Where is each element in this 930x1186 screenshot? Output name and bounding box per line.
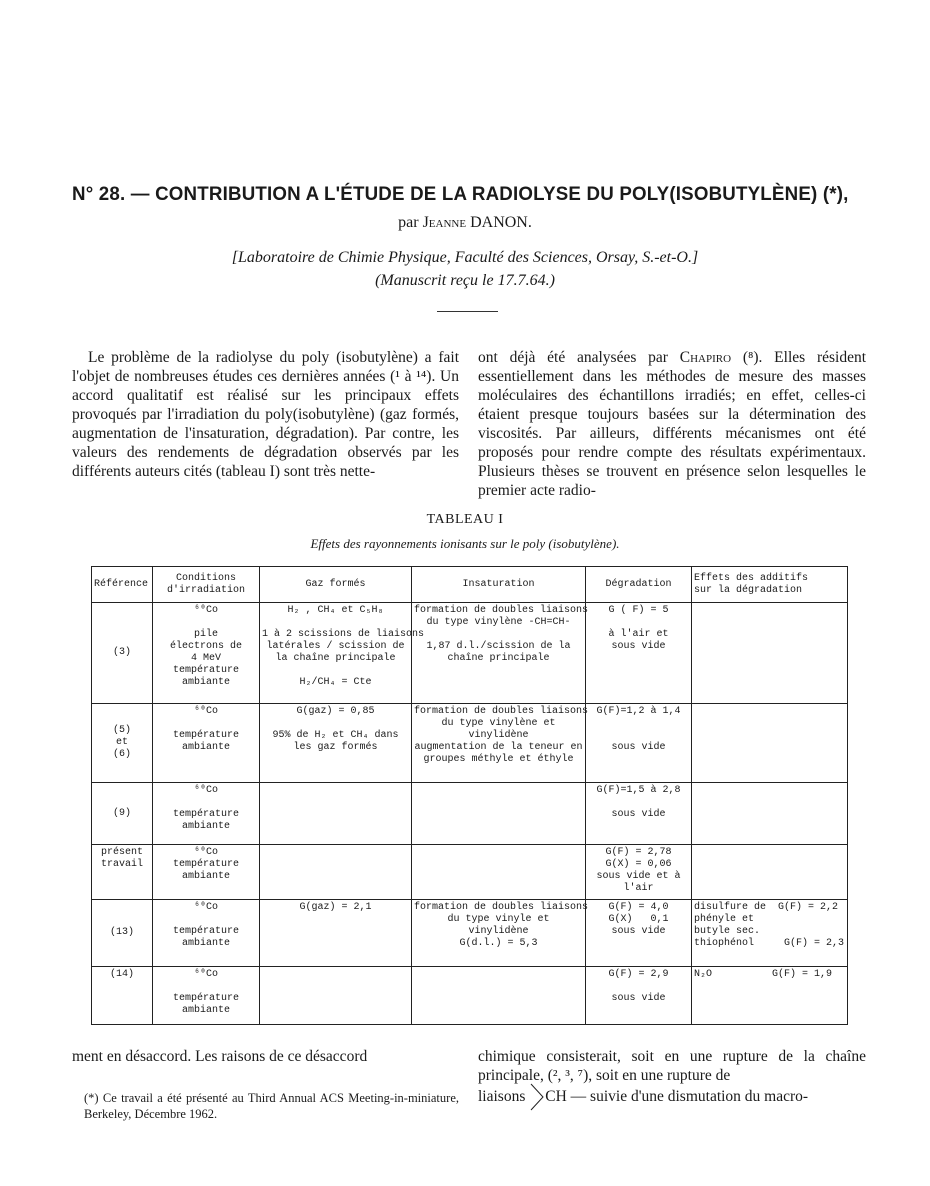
table-row: [92, 603, 848, 704]
cited-author: Chapiro: [679, 349, 732, 366]
header-unsaturation: Insaturation: [412, 567, 586, 603]
table-row: [92, 783, 848, 845]
footnote: [72, 1090, 459, 1122]
continuation-left-text: ment en désaccord. Les raisons de ce désaccord: [72, 1048, 368, 1065]
cell-additive-effects: [692, 704, 848, 783]
cell-gas: H₂ , CH₄ et C₅H₈ 1 à 2 scissions de liaisons latérales / scission de la chaîne principale H₂/CH₄ = Cte: [260, 603, 412, 704]
article-title: N° 28. — CONTRIBUTION A L'ÉTUDE DE LA RADIOLYSE DU POLY(ISOBUTYLÈNE) (*),: [72, 183, 849, 205]
intro-right-rest: (⁸). Elles résident essentiellement dans les méthodes de mesure des masses moléculaires des échantillons irradiés; en effet, celles-ci étaient presque toujours basées sur la détermination des viscosités. Par ailleurs, différents mécanismes ont été proposés pour rendre compte des résultats expérimentaux. Plusieurs thèses se trouvent en présence selon lesquelles le premier acte radio-: [478, 349, 867, 499]
cell-unsaturation: [412, 845, 586, 900]
table-row: [92, 845, 848, 900]
cell-unsaturation: formation de doubles liaisons du type vinylène -CH=CH- 1,87 d.l./scission de la chaîne principale: [412, 603, 586, 704]
intro-left-paragraph: Le problème de la radiolyse du poly (isobutylène) a fait l'objet de nombreuses études ces dernières années (¹ à ¹⁴). Un accord qualitatif est réalisé sur les principaux effets provoqués par l'irradiation du poly(isobutylène) (gaz formés, augmentation de l'insaturation, dégradation). Par contre, les valeurs des rendements de dégradation observés par les différents auteurs cités (tableau I) sont très nette-: [72, 349, 459, 480]
continuation-right-line2: [478, 1087, 866, 1106]
cell-additive-effects: disulfure de G(F) = 2,2 phényle et butyle sec. thiophénol G(F) = 2,3: [692, 900, 848, 967]
title-divider: [437, 311, 498, 312]
table-subcaption: Effets des rayonnements ionisants sur le poly (isobutylène).: [310, 536, 620, 551]
cell-additive-effects: [692, 783, 848, 845]
continuation-right-post: — suivie d'une dismutation du macro-: [570, 1088, 809, 1105]
intro-left-column: [72, 348, 459, 481]
received-date: (Manuscrit reçu le 17.7.64.): [375, 272, 555, 289]
author-last-name: DANON.: [470, 214, 532, 231]
cell-reference: (3): [92, 603, 153, 704]
cell-conditions: ⁶⁰Co température ambiante: [153, 704, 260, 783]
cell-degradation: G(F)=1,5 à 2,8 sous vide: [586, 783, 692, 845]
cell-gas: G(gaz) = 2,1: [260, 900, 412, 967]
cell-unsaturation: formation de doubles liaisons du type vinylène et vinylidène augmentation de la teneur en groupes méthyle et éthyle: [412, 704, 586, 783]
cell-degradation: G(F) = 4,0 G(X) 0,1 sous vide: [586, 900, 692, 967]
footnote-text: (*) Ce travail a été présenté au Third Annual ACS Meeting-in-miniature, Berkeley, Décembre 1962.: [84, 1091, 459, 1121]
cell-gas: [260, 845, 412, 900]
cell-reference: (5) et (6): [92, 704, 153, 783]
cell-conditions: ⁶⁰Co température ambiante: [153, 783, 260, 845]
cell-additive-effects: [692, 845, 848, 900]
intro-right-paragraph: [478, 348, 866, 500]
continuation-right-line1: chimique consisterait, soit en une rupture de la chaîne principale, (², ³, ⁷), soit en une rupture de: [478, 1048, 866, 1084]
data-table: [91, 566, 848, 1025]
table-row: [92, 704, 848, 783]
intro-right-column: [478, 348, 866, 500]
cell-conditions: ⁶⁰Co température ambiante: [153, 967, 260, 1025]
cell-reference: (9): [92, 783, 153, 845]
table-row: [92, 967, 848, 1025]
cell-conditions: ⁶⁰Co température ambiante: [153, 900, 260, 967]
cell-degradation: G(F)=1,2 à 1,4 sous vide: [586, 704, 692, 783]
cell-reference: (14): [92, 967, 153, 1025]
cell-conditions: ⁶⁰Co température ambiante: [153, 845, 260, 900]
header-conditions: Conditions d'irradiation: [153, 567, 260, 603]
cell-degradation: G ( F) = 5 à l'air et sous vide: [586, 603, 692, 704]
article-author: [0, 214, 930, 232]
table-row: [92, 900, 848, 967]
header-reference: Référence: [92, 567, 153, 603]
table-caption: TABLEAU I: [426, 512, 504, 527]
cell-unsaturation: formation de doubles liaisons du type vinyle et vinylidène G(d.l.) = 5,3: [412, 900, 586, 967]
affiliation: [Laboratoire de Chimie Physique, Faculté des Sciences, Orsay, S.-et-O.]: [231, 249, 699, 266]
cell-gas: G(gaz) = 0,85 95% de H₂ et CH₄ dans les gaz formés: [260, 704, 412, 783]
cell-degradation: G(F) = 2,78 G(X) = 0,06 sous vide et à l'air: [586, 845, 692, 900]
author-prefix: par: [398, 214, 419, 231]
cell-conditions: ⁶⁰Co pile électrons de 4 MeV température ambiante: [153, 603, 260, 704]
continuation-right: [478, 1047, 866, 1106]
header-additive-effects: Effets des additifs sur la dégradation: [692, 567, 848, 603]
cell-gas: [260, 783, 412, 845]
cell-reference: (13): [92, 900, 153, 967]
table-header-row: [92, 567, 848, 603]
cell-reference: présent travail: [92, 845, 153, 900]
author-first-name: Jeanne: [422, 214, 467, 231]
header-gas: Gaz formés: [260, 567, 412, 603]
cell-degradation: G(F) = 2,9 sous vide: [586, 967, 692, 1025]
header-degradation: Dégradation: [586, 567, 692, 603]
intro-right-prefix: ont déjà été analysées par: [478, 349, 668, 366]
cell-unsaturation: [412, 783, 586, 845]
cell-additive-effects: [692, 603, 848, 704]
continuation-right-pre: liaisons: [478, 1088, 526, 1105]
continuation-left: [72, 1047, 459, 1066]
bond-bracket-icon: [529, 1082, 545, 1112]
cell-unsaturation: [412, 967, 586, 1025]
continuation-right-mid: CH: [545, 1088, 567, 1105]
cell-gas: [260, 967, 412, 1025]
cell-additive-effects: N₂O G(F) = 1,9: [692, 967, 848, 1025]
